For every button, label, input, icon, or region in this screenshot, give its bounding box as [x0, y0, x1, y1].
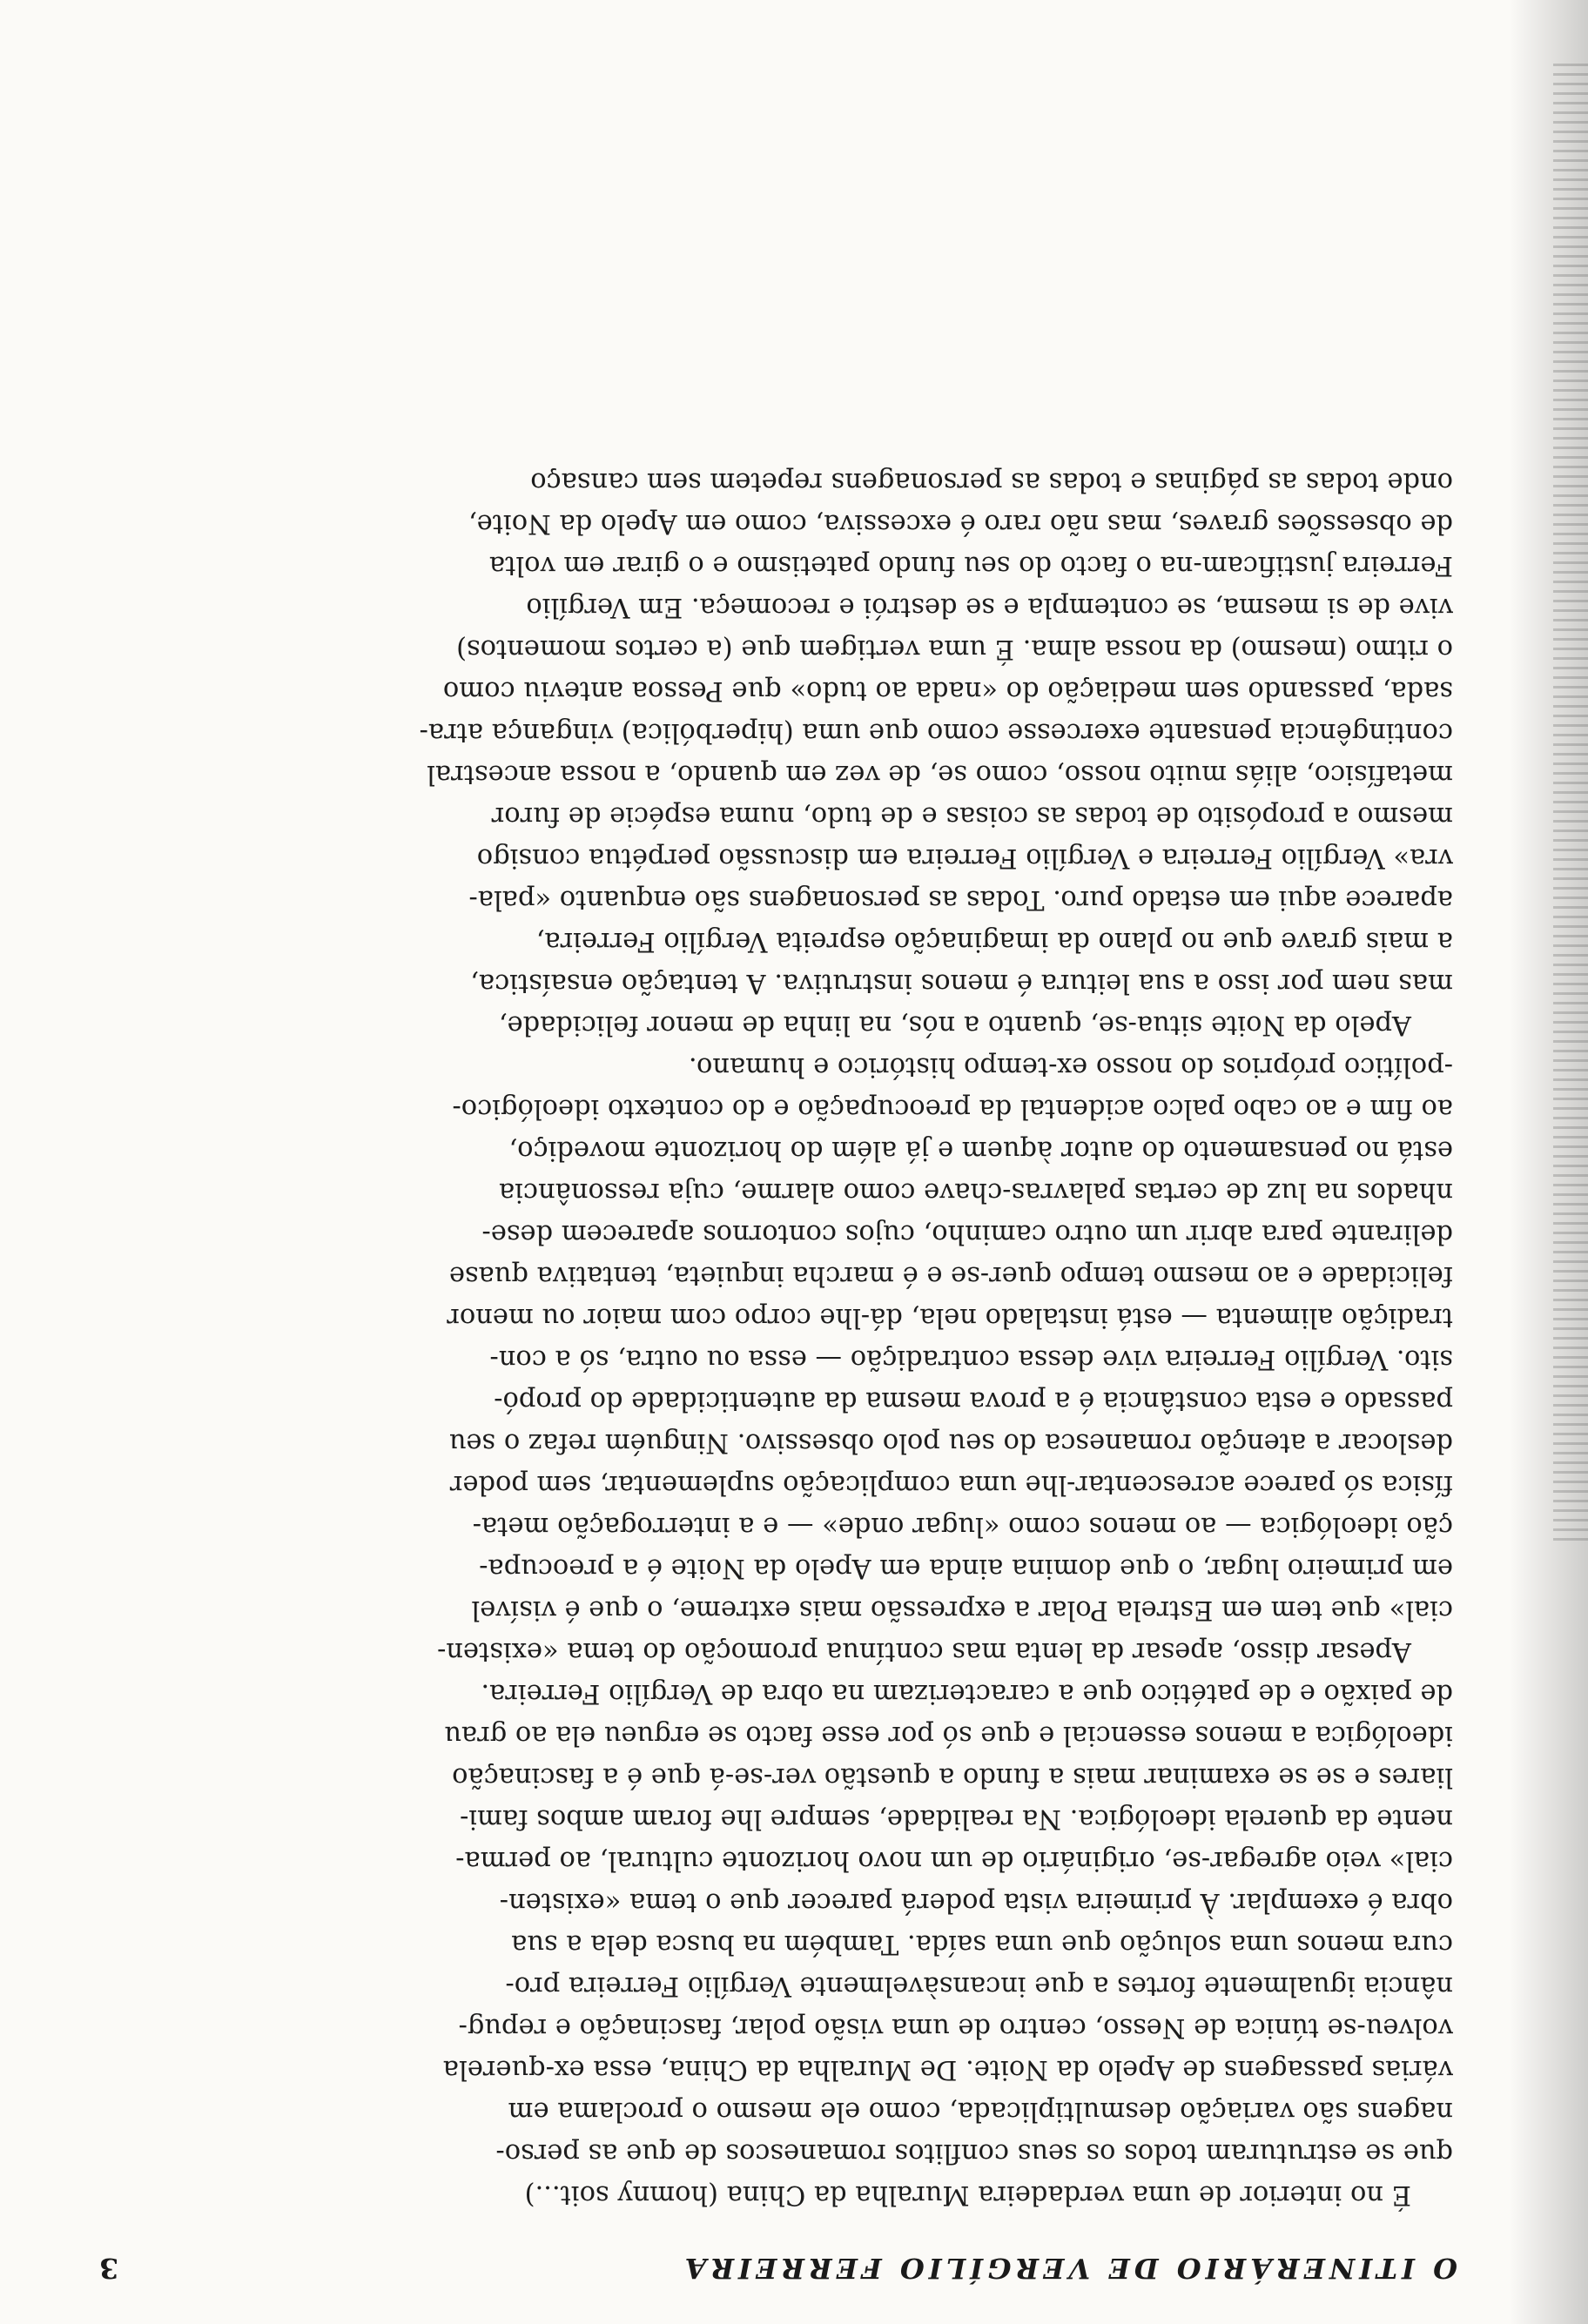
text-line: nagens são variação desmultiplicada, como ele mesmo o proclama em [508, 2096, 1453, 2126]
text-line: ao fim e ao cabo palco acidental da preocupação e do contexto ideológico- [452, 1093, 1453, 1124]
text-line: ideológica a menos essencial e que só por esse facto se ergueu ela ao grau [444, 1720, 1453, 1750]
text-line: física só parece acrescentar-lhe uma complicação suplementar, sem poder [449, 1469, 1453, 1500]
text-line: Ferreira justificam-na o facto do seu fundo patetismo e o girar em volta [488, 550, 1453, 581]
text-line: passado e esta constância é a prova mesma da autenticidade do propó- [494, 1386, 1453, 1416]
text-line: ção ideológica — ao menos como «lugar onde» — e a interrogação meta- [472, 1511, 1453, 1541]
text-line: Apesar disso, apesar da lenta mas contínua promoção do tema «existen- [437, 1636, 1411, 1667]
text-line: obra é exemplar. À primeira vista poderá parecer que o tema «existen- [499, 1887, 1453, 1918]
text-line: liares e se se examinar mais a fundo a questão ver-se-á que é a fascinação [452, 1762, 1453, 1792]
text-line: -político próprios do nosso ex-tempo histórico e humano. [688, 1051, 1453, 1082]
text-line: onde todas as páginas e todas as personagens repetem sem cansaço [530, 467, 1453, 497]
text-line: aparece aqui em estado puro. Todas as personagens são enquanto «pala- [468, 884, 1453, 915]
scan-edge-noise [1553, 61, 1588, 1541]
text-line: sito. Vergílio Ferreira vive dessa contradição — essa ou outra, só a con- [489, 1344, 1453, 1374]
text-line: felicidade e ao mesmo tempo quer-se e é marcha inquieta, tentativa quase [448, 1260, 1453, 1291]
text-line: É no interior de uma verdadeira Muralha da China (homny soit...) [524, 2180, 1411, 2210]
text-line: de obsessões graves, mas não raro é excessiva, como em Apelo da Noite, [468, 508, 1453, 539]
page-header [99, 2233, 1457, 2285]
page-number: 3 [99, 2252, 119, 2285]
text-line: nância igualmente fortes a que incansàvelmente Vergílio Ferreira pro- [505, 1971, 1453, 2001]
text-line: delirante para abrir um outro caminho, cujos contornos aparecem dese- [481, 1219, 1453, 1249]
text-line: mesmo a propósito de todas as coisas e de tudo, numa espécie de furor [491, 801, 1453, 831]
text-line: cial» que tem em Estrela Polar a expressão mais extreme, o que é visível [471, 1595, 1453, 1625]
running-title: O ITINERÁRIO DE VERGÍLIO FERREIRA [680, 2252, 1457, 2285]
text-line: em primeiro lugar, o que domina ainda em Apelo da Noite é a preocupa- [479, 1553, 1453, 1583]
body-text [99, 460, 1453, 2215]
text-line: cura menos uma solução que uma saída. Também na busca dela a sua [511, 1929, 1453, 1959]
text-line: está no pensamento do autor àquem e já além do horizonte movediço, [508, 1135, 1453, 1165]
text-line: cial» veio agregar-se, originário de um novo horizonte cultural, ao perma- [455, 1845, 1453, 1876]
text-line: vra» Vergílio Ferreira e Vergílio Ferreira em discussão perpétua consigo [476, 843, 1453, 873]
text-line: várias passagens de Apelo da Noite. De Muralha da China, essa ex-querela [442, 2054, 1453, 2085]
text-line: de paixão e de patético que a caracterizam na obra de Vergílio Ferreira. [481, 1678, 1453, 1709]
text-line: nente da querela ideológica. Na realidade, sempre lhe foram ambos fami- [460, 1803, 1453, 1834]
text-line: volveu-se túnica de Nesso, centro de uma visão polar, fascinação e repug- [458, 2012, 1453, 2043]
text-line: contingência pensante exercesse como que uma (hiperbólica) vingança atra- [419, 717, 1453, 748]
text-line: a mais grave que no plano da imaginação espreita Vergílio Ferreira, [535, 926, 1453, 957]
text-line: Apelo da Noite situa-se, quanto a nós, na linha de menor felicidade, [498, 1010, 1411, 1040]
text-line: que se estruturam todos os seus conflitos romanescos de que as perso- [495, 2138, 1453, 2168]
text-line: mas nem por isso a sua leitura é menos instrutiva. A tentação ensaística, [470, 968, 1453, 998]
text-line: o ritmo (mesmo) da nossa alma. É uma vertigem que (a certos momentos) [456, 634, 1453, 664]
text-line: tradição alimenta — está instalado nela, dá-lhe corpo com maior ou menor [447, 1302, 1453, 1333]
text-line: metafísico, aliás muito nosso, como se, de vez em quando, a nossa ancestral [427, 759, 1453, 789]
text-line: sada, passando sem mediação do «nada ao tudo» que Pessoa anteviu como [442, 675, 1453, 706]
text-line: nhados na luz de certas palavras-chave como alarme, cuja ressonância [499, 1177, 1453, 1207]
text-line: deslocar a atenção romanesca do seu polo obsessivo. Ninguém refaz o seu [448, 1427, 1453, 1458]
text-line: vive de si mesma, se contempla e se destrói e recomeça. Em Vergílio [526, 592, 1453, 622]
